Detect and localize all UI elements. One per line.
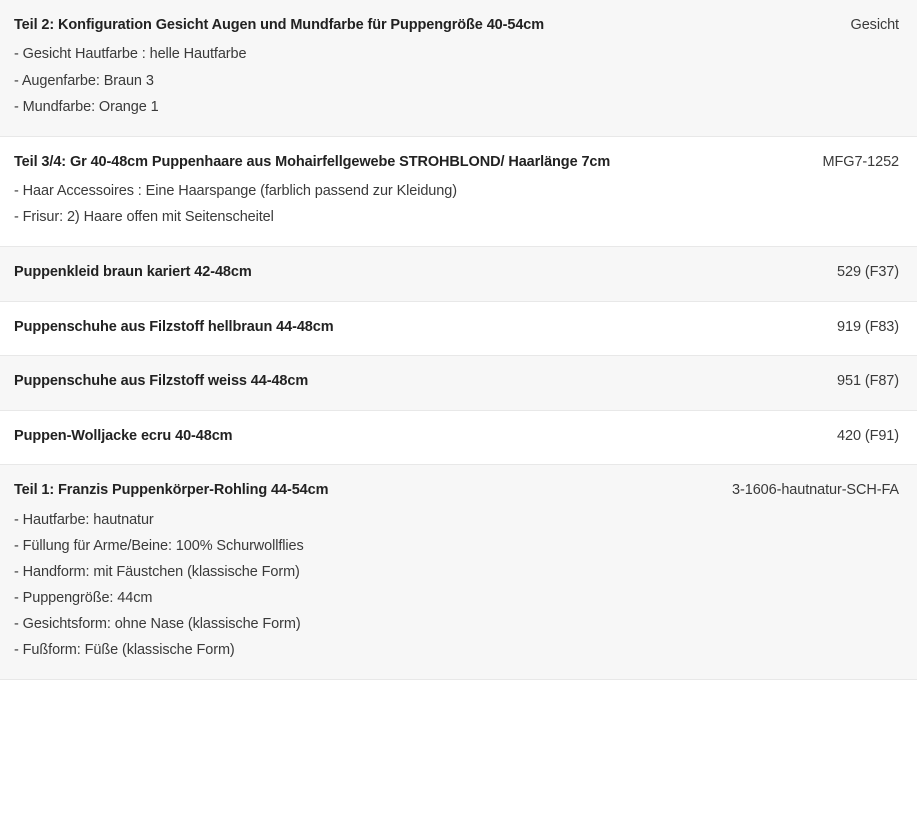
- order-item-row: [0, 356, 917, 410]
- order-item-code: 3-1606-hautnatur-SCH-FA: [732, 482, 899, 499]
- order-item-title: Puppenkleid braun kariert 42-48cm: [14, 264, 252, 281]
- order-item-option: - Frisur: 2) Haare offen mit Seitenscheitel: [14, 209, 274, 226]
- order-item-title: Teil 1: Franzis Puppenkörper-Rohling 44-54cm: [14, 482, 329, 499]
- order-item-code: MFG7-1252: [822, 153, 899, 170]
- order-item-option: - Puppengröße: 44cm: [14, 590, 153, 607]
- order-item-row: [0, 137, 917, 248]
- order-item-option-list: [14, 178, 685, 230]
- order-item-description: [14, 151, 709, 231]
- order-item-description: [14, 14, 709, 120]
- order-item-description: [14, 479, 709, 663]
- order-item-code: 919 (F83): [837, 318, 899, 335]
- order-item-description: [14, 316, 709, 339]
- order-item-code: 951 (F87): [837, 373, 899, 390]
- order-item-option: - Haar Accessoires : Eine Haarspange (farblich passend zur Kleidung): [14, 183, 457, 200]
- order-item-row: [0, 302, 917, 356]
- order-item-option: - Augenfarbe: Braun 3: [14, 72, 154, 89]
- order-item-row: [0, 247, 917, 301]
- order-item-option: - Hautfarbe: hautnatur: [14, 511, 154, 528]
- order-item-option-list: [14, 507, 685, 664]
- order-item-row: [0, 411, 917, 465]
- order-item-title: Puppenschuhe aus Filzstoff hellbraun 44-48cm: [14, 318, 334, 335]
- order-item-description: [14, 370, 709, 393]
- order-item-code: 529 (F37): [837, 264, 899, 281]
- order-item-title: Teil 3/4: Gr 40-48cm Puppenhaare aus Mohairfellgewebe STROHBLOND/ Haarlänge 7cm: [14, 153, 611, 170]
- order-item-row: [0, 465, 917, 680]
- order-item-option: - Fußform: Füße (klassische Form): [14, 642, 235, 659]
- order-item-title: Puppenschuhe aus Filzstoff weiss 44-48cm: [14, 373, 309, 390]
- order-item-row: [0, 0, 917, 137]
- order-item-code: Gesicht: [850, 17, 899, 33]
- order-item-option: - Füllung für Arme/Beine: 100% Schurwollflies: [14, 537, 304, 554]
- order-item-code: 420 (F91): [837, 427, 899, 444]
- order-item-description: [14, 261, 709, 284]
- order-item-title: Teil 2: Konfiguration Gesicht Augen und Mundfarbe für Puppengröße 40-54cm: [14, 17, 545, 33]
- order-item-option: - Handform: mit Fäustchen (klassische Form): [14, 564, 300, 581]
- order-item-option: - Gesicht Hautfarbe : helle Hautfarbe: [14, 46, 247, 63]
- order-item-option-list: [14, 41, 685, 119]
- order-item-title: Puppen-Wolljacke ecru 40-48cm: [14, 427, 233, 444]
- order-item-option: - Mundfarbe: Orange 1: [14, 98, 159, 115]
- order-item-description: [14, 425, 709, 448]
- order-item-option: - Gesichtsform: ohne Nase (klassische Form): [14, 616, 301, 633]
